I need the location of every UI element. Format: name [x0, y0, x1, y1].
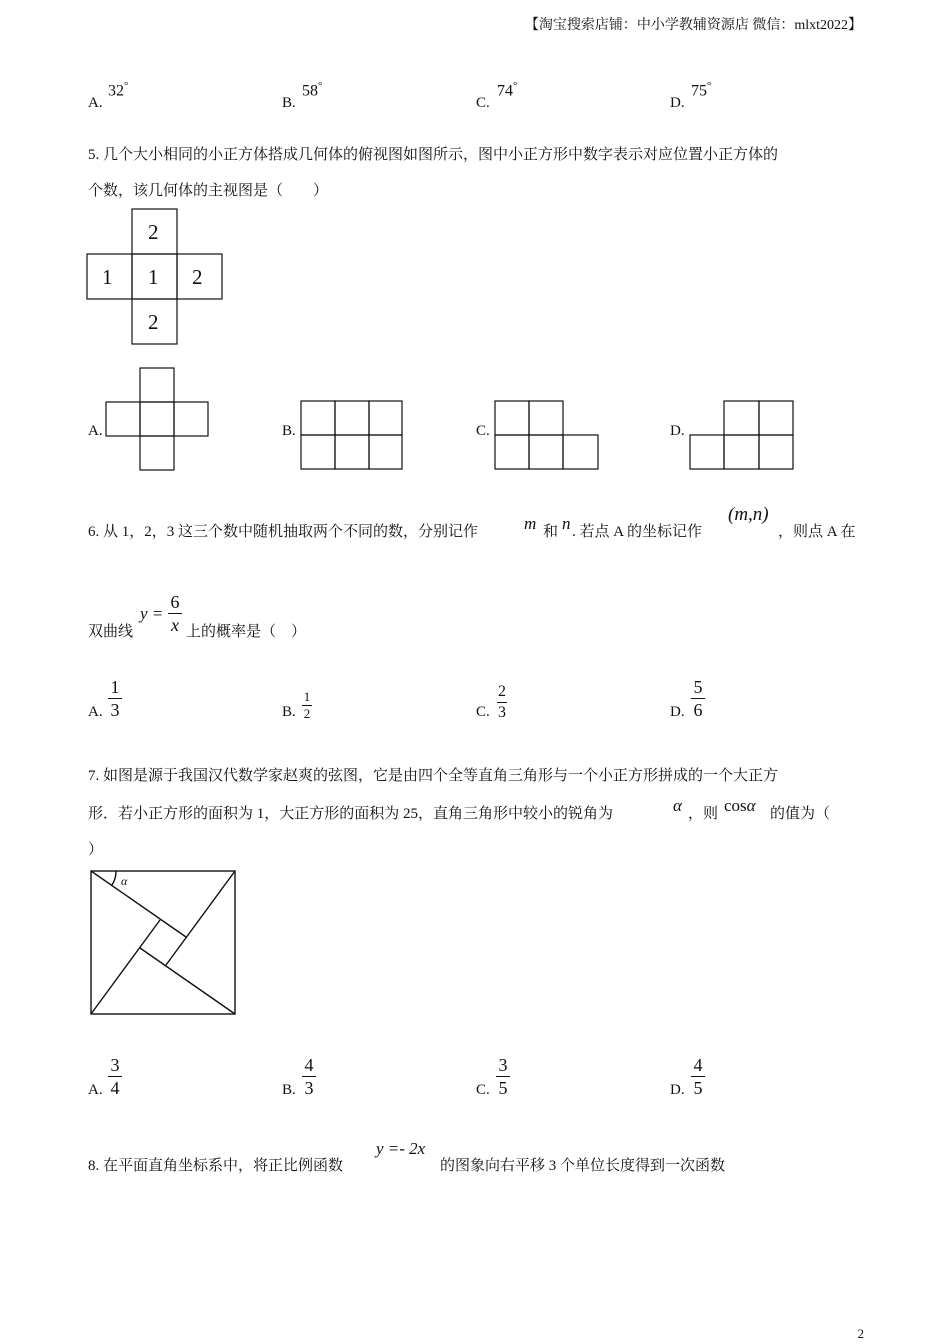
- q6-text-part2: . 若点 A 的坐标记作: [572, 524, 703, 540]
- q7-option-b-label: B.: [282, 1082, 296, 1098]
- q6-option-c-label: C.: [476, 704, 490, 720]
- q7-text-line1: 7. 如图是源于我国汉代数学家赵爽的弦图，它是由四个全等直角三角形与一个小正方形拼成的一个大正方: [88, 768, 779, 784]
- grid-count-left: 1: [102, 265, 113, 289]
- q6-option-c-fraction: 2 3: [498, 683, 506, 721]
- q6-y-equals: y =: [140, 604, 164, 623]
- q4-option-a-label: A.: [88, 95, 103, 111]
- q5-question-line2: 个数，该几何体的主视图是（ ）: [88, 183, 329, 199]
- q6-var-n: n: [562, 514, 571, 533]
- grid-count-bottom: 2: [148, 310, 159, 334]
- q6-option-a-label: A.: [88, 704, 103, 720]
- q5-question-line1: 5. 几个大小相同的小正方体搭成几何体的俯视图如图所示，图中小正方形中数字表示对应位置小正方体的: [88, 147, 779, 163]
- q4-option-c-value: 74°: [497, 80, 518, 100]
- q4-option-b-value: 58°: [302, 80, 323, 100]
- q7-option-a-label: A.: [88, 1082, 103, 1098]
- q6-option-b-label: B.: [282, 704, 296, 720]
- q5-option-a-label: A.: [88, 423, 103, 439]
- q4-option-d-label: D.: [670, 95, 685, 111]
- q6-text-part5: 上的概率是（ ）: [186, 624, 307, 640]
- grid-count-center: 1: [148, 265, 159, 289]
- q7-option-b-fraction: 4 3: [302, 1055, 316, 1098]
- q7-option-d-label: D.: [670, 1082, 685, 1098]
- q6-text-part4: 双曲线: [88, 624, 134, 640]
- q6-option-b-fraction: 1 2: [303, 689, 311, 721]
- grid-count-right: 2: [192, 265, 203, 289]
- q6-var-m: m: [524, 514, 537, 533]
- q7-text-line3: ）: [88, 842, 104, 858]
- q6-coordinate: (m,n): [728, 504, 769, 525]
- q4-option-d-value: 75°: [691, 80, 712, 100]
- q7-option-c-fraction: 3 5: [496, 1055, 510, 1098]
- q8-text-part2: 的图象向右平移 3 个单位长度得到一次函数: [440, 1158, 726, 1174]
- q6-text-part3: ，则点 A 在: [778, 524, 856, 540]
- q7-cos: cosα: [724, 796, 756, 815]
- q7-text-part3: 的值为（: [770, 806, 831, 822]
- q4-option-a-value: 32°: [108, 80, 129, 100]
- q7-angle-label: α: [121, 874, 128, 888]
- header-note: 【淘宝搜索店铺：中小学教辅资源店 微信：mlxt2022】: [524, 18, 862, 33]
- q6-fraction-denominator: x: [171, 615, 179, 635]
- grid-count-top: 2: [148, 220, 159, 244]
- q7-option-a-fraction: 3 4: [108, 1055, 122, 1098]
- q8-equation: y =- 2x: [376, 1139, 426, 1158]
- page-number: 2: [857, 1326, 864, 1341]
- q5-option-d-label: D.: [670, 423, 685, 439]
- q7-text-part2: ，则: [688, 806, 719, 822]
- q5-option-b-label: B.: [282, 423, 296, 439]
- q6-text-and: 和: [543, 524, 559, 540]
- q6-option-d-fraction: 5 6: [691, 677, 705, 720]
- q7-option-d-fraction: 4 5: [691, 1055, 705, 1098]
- q4-option-b-label: B.: [282, 95, 296, 111]
- q5-option-c-label: C.: [476, 423, 490, 439]
- q8-text-part1: 8. 在平面直角坐标系中，将正比例函数: [88, 1158, 344, 1174]
- q7-text-part1: 形．若小正方形的面积为 1，大正方形的面积为 25，直角三角形中较小的锐角为: [88, 806, 614, 822]
- q6-option-a-fraction: 1 3: [108, 677, 122, 720]
- q7-alpha: α: [673, 796, 682, 815]
- q6-option-d-label: D.: [670, 704, 685, 720]
- q6-fraction-numerator: 6: [170, 592, 180, 612]
- q7-option-c-label: C.: [476, 1082, 490, 1098]
- q6-text-part1: 6. 从 1，2，3 这三个数中随机抽取两个不同的数，分别记作: [88, 524, 479, 540]
- q4-option-c-label: C.: [476, 95, 490, 111]
